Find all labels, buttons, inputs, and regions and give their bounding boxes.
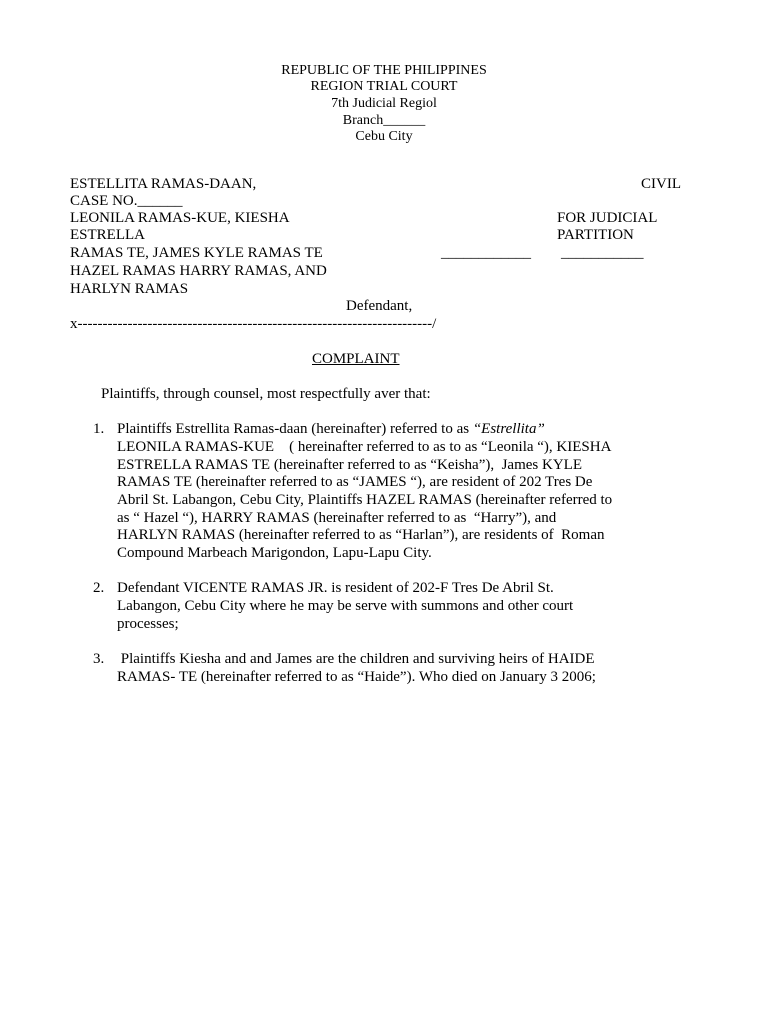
blank-line-1: ____________: [441, 245, 531, 261]
court-header-city: Cebu City: [355, 129, 413, 144]
item-1-line-3: ESTRELLA RAMAS TE (hereinafter referred to as “Keisha”), James KYLE: [117, 457, 582, 473]
item-number: 1.: [93, 421, 105, 437]
court-header-court: REGION TRIAL COURT: [310, 79, 458, 94]
item-2-line-2: Labangon, Cebu City where he may be serve with summons and other court: [117, 598, 574, 614]
court-header-branch: Branch______: [342, 113, 426, 128]
item-1-line-1-text: Plaintiffs Estrellita Ramas-daan (hereinafter) referred to as: [117, 421, 473, 437]
case-number: CASE NO.______: [70, 193, 183, 209]
plaintiff-name-1: ESTELLITA RAMAS-DAAN,: [70, 176, 257, 192]
item-1-line-2: LEONILA RAMAS-KUE ( hereinafter referred to as to as “Leonila “), KIESHA: [117, 439, 612, 455]
for-judicial-label: FOR JUDICIAL: [557, 210, 658, 226]
item-3-line-1: Plaintiffs Kiesha and and James are the children and surviving heirs of HAIDE: [117, 651, 595, 667]
civil-label: CIVIL: [641, 176, 681, 192]
item-1-line-8: Compound Marbeach Marigondon, Lapu-Lapu City.: [117, 545, 432, 561]
plaintiff-name-5: HAZEL RAMAS HARRY RAMAS, AND: [70, 263, 327, 279]
plaintiff-name-6: HARLYN RAMAS: [70, 281, 189, 297]
plaintiff-name-4: RAMAS TE, JAMES KYLE RAMAS TE: [70, 245, 323, 261]
partition-label: PARTITION: [557, 227, 634, 243]
item-1-line-5: Abril St. Labangon, Cebu City, Plaintiffs HAZEL RAMAS (hereinafter referred to: [117, 492, 613, 508]
item-number: 2.: [93, 580, 105, 596]
plaintiff-name-3: ESTRELLA: [70, 227, 145, 243]
item-1-italic-name: “Estrellita”: [472, 421, 545, 437]
complaint-title: COMPLAINT: [312, 351, 400, 367]
item-1-line-1: [117, 421, 545, 438]
item-1-line-7: HARLYN RAMAS (hereinafter referred to as “Harlan”), are residents of Roman: [117, 527, 605, 543]
blank-line-2: ___________: [561, 245, 644, 261]
court-header-region: 7th Judicial Regiol: [331, 96, 437, 111]
caption-separator: x-----------------------------------------------------------------------/: [70, 316, 437, 332]
item-2-line-3: processes;: [117, 616, 179, 632]
intro-paragraph: Plaintiffs, through counsel, most respectfully aver that:: [101, 386, 431, 402]
item-number: 3.: [93, 651, 105, 667]
plaintiff-name-2: LEONILA RAMAS-KUE, KIESHA: [70, 210, 290, 226]
item-2-line-1: Defendant VICENTE RAMAS JR. is resident of 202-F Tres De Abril St.: [117, 580, 554, 596]
court-header-republic: REPUBLIC OF THE PHILIPPINES: [281, 63, 487, 78]
item-1-line-6: as “ Hazel “), HARRY RAMAS (hereinafter referred to as “Harry”), and: [117, 510, 557, 526]
item-3-line-2: RAMAS- TE (hereinafter referred to as “Haide”). Who died on January 3 2006;: [117, 669, 596, 685]
defendant-label: Defendant,: [346, 298, 413, 314]
item-1-line-4: RAMAS TE (hereinafter referred to as “JAMES “), are resident of 202 Tres De: [117, 474, 593, 490]
